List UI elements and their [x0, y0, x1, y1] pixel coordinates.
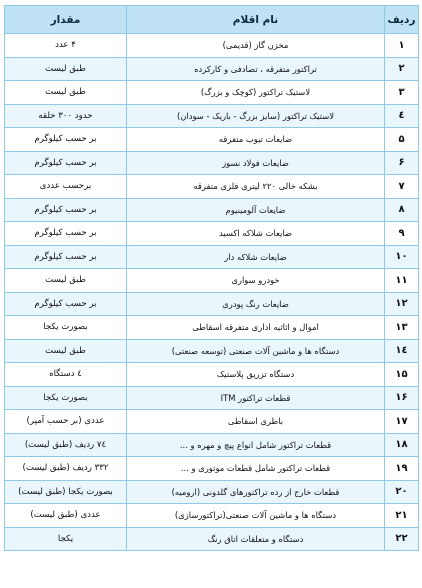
- row-index: ۱۹: [385, 457, 419, 481]
- row-quantity: عددی (طبق لیست): [5, 504, 127, 528]
- row-quantity: عددی (بر حسب آمپر): [5, 410, 127, 434]
- row-item: دستگاه ها و ماشین آلات صنعتی (توسعه صنعتی): [127, 339, 385, 363]
- row-index: ۷: [385, 175, 419, 199]
- header-index: ردیف: [385, 6, 419, 34]
- table-row: [5, 457, 419, 481]
- header-quantity: مقدار: [5, 6, 127, 34]
- row-quantity: بر حسب کیلوگرم: [5, 222, 127, 246]
- table-row: [5, 433, 419, 457]
- table-row: [5, 363, 419, 387]
- row-index: ۲۰: [385, 480, 419, 504]
- table-row: [5, 292, 419, 316]
- row-index: ۱۸: [385, 433, 419, 457]
- row-quantity: بر حسب کیلوگرم: [5, 198, 127, 222]
- row-quantity: بصورت یکجا: [5, 386, 127, 410]
- table-row: [5, 104, 419, 128]
- table-row: [5, 504, 419, 528]
- row-item: باطری اسقاطی: [127, 410, 385, 434]
- row-quantity: برحسب عددی: [5, 175, 127, 199]
- row-quantity: بصورت یکجا (طبق لیست): [5, 480, 127, 504]
- table-row: [5, 245, 419, 269]
- row-quantity: طبق لیست: [5, 339, 127, 363]
- row-quantity: ۳۳۲ ردیف (طبق لیست): [5, 457, 127, 481]
- row-index: ۲: [385, 57, 419, 81]
- row-quantity: طبق لیست: [5, 269, 127, 293]
- table-row: [5, 198, 419, 222]
- row-item: لاستیک تراکتور (سایز بزرگ - باریک - سودان): [127, 104, 385, 128]
- row-item: دستگاه ها و ماشین آلات صنعتی(تراکتورسازی): [127, 504, 385, 528]
- row-item: قطعات خارج از رده تراکتورهای گلدونی (ارومیه): [127, 480, 385, 504]
- row-index: ۱۷: [385, 410, 419, 434]
- row-index: ۶: [385, 151, 419, 175]
- table-row: [5, 527, 419, 551]
- table-row: [5, 175, 419, 199]
- table-row: [5, 81, 419, 105]
- row-item: ضایعات رنگ پودری: [127, 292, 385, 316]
- row-quantity: بصورت یکجا: [5, 316, 127, 340]
- row-item: قطعات تراکتور ITM: [127, 386, 385, 410]
- table-row: [5, 151, 419, 175]
- row-quantity: بر حسب کیلوگرم: [5, 128, 127, 152]
- row-index: ۲۲: [385, 527, 419, 551]
- table-header-row: [5, 6, 419, 34]
- row-item: مخزن گاز (قدیمی): [127, 34, 385, 58]
- row-index: ۱۶: [385, 386, 419, 410]
- row-item: لاستیک تراکتور (کوچک و بزرگ): [127, 81, 385, 105]
- row-item: خودرو سواری: [127, 269, 385, 293]
- row-index: ۹: [385, 222, 419, 246]
- row-index: ٤: [385, 104, 419, 128]
- row-index: ۱۳: [385, 316, 419, 340]
- row-item: ضایعات تیوب متفرقه: [127, 128, 385, 152]
- row-item: اموال و اثاثیه اداری متفرقه اسقاطی: [127, 316, 385, 340]
- table-row: [5, 34, 419, 58]
- row-item: بشکه خالی ۲۲۰ لیتری فلزی متفرقه: [127, 175, 385, 199]
- row-quantity: بر حسب کیلوگرم: [5, 245, 127, 269]
- table-row: [5, 269, 419, 293]
- row-item: قطعات تراکتور شامل قطعات موتوری و ...: [127, 457, 385, 481]
- row-index: ۵: [385, 128, 419, 152]
- row-quantity: بر حسب کیلوگرم: [5, 151, 127, 175]
- row-index: ۳: [385, 81, 419, 105]
- row-quantity: طبق لیست: [5, 81, 127, 105]
- row-item: تراکتور متفرقه ، تصادفی و کارکرده: [127, 57, 385, 81]
- row-quantity: یکجا: [5, 527, 127, 551]
- row-quantity: طبق لیست: [5, 57, 127, 81]
- row-index: ۱۲: [385, 292, 419, 316]
- row-item: ضایعات شلاکه دار: [127, 245, 385, 269]
- row-index: ۱: [385, 34, 419, 58]
- row-index: ۱۵: [385, 363, 419, 387]
- row-index: ۱۰: [385, 245, 419, 269]
- items-table: [4, 5, 419, 551]
- table-row: [5, 410, 419, 434]
- row-item: ضایعات شلاکه اکسید: [127, 222, 385, 246]
- row-item: دستگاه و متعلقات اتاق رنگ: [127, 527, 385, 551]
- row-item: ضایعات آلومینیوم: [127, 198, 385, 222]
- row-item: دستگاه تزریق پلاستیک: [127, 363, 385, 387]
- row-quantity: ٤ دستگاه: [5, 363, 127, 387]
- row-quantity: بر حسب کیلوگرم: [5, 292, 127, 316]
- row-index: ۲۱: [385, 504, 419, 528]
- row-item: ضایعات فولاد نسوز: [127, 151, 385, 175]
- row-index: ۱٤: [385, 339, 419, 363]
- table-row: [5, 339, 419, 363]
- row-quantity: ۷٤ ردیف (طبق لیست): [5, 433, 127, 457]
- table-row: [5, 480, 419, 504]
- table-row: [5, 222, 419, 246]
- table-row: [5, 128, 419, 152]
- row-quantity: حدود ۳۰۰ حلقه: [5, 104, 127, 128]
- table-row: [5, 386, 419, 410]
- table-row: [5, 57, 419, 81]
- table-body: [5, 34, 419, 551]
- header-item: نام اقلام: [127, 6, 385, 34]
- row-index: ۱۱: [385, 269, 419, 293]
- row-item: قطعات تراکتور شامل انواع پیچ و مهره و ...: [127, 433, 385, 457]
- table-row: [5, 316, 419, 340]
- row-index: ۸: [385, 198, 419, 222]
- row-quantity: ۴ عدد: [5, 34, 127, 58]
